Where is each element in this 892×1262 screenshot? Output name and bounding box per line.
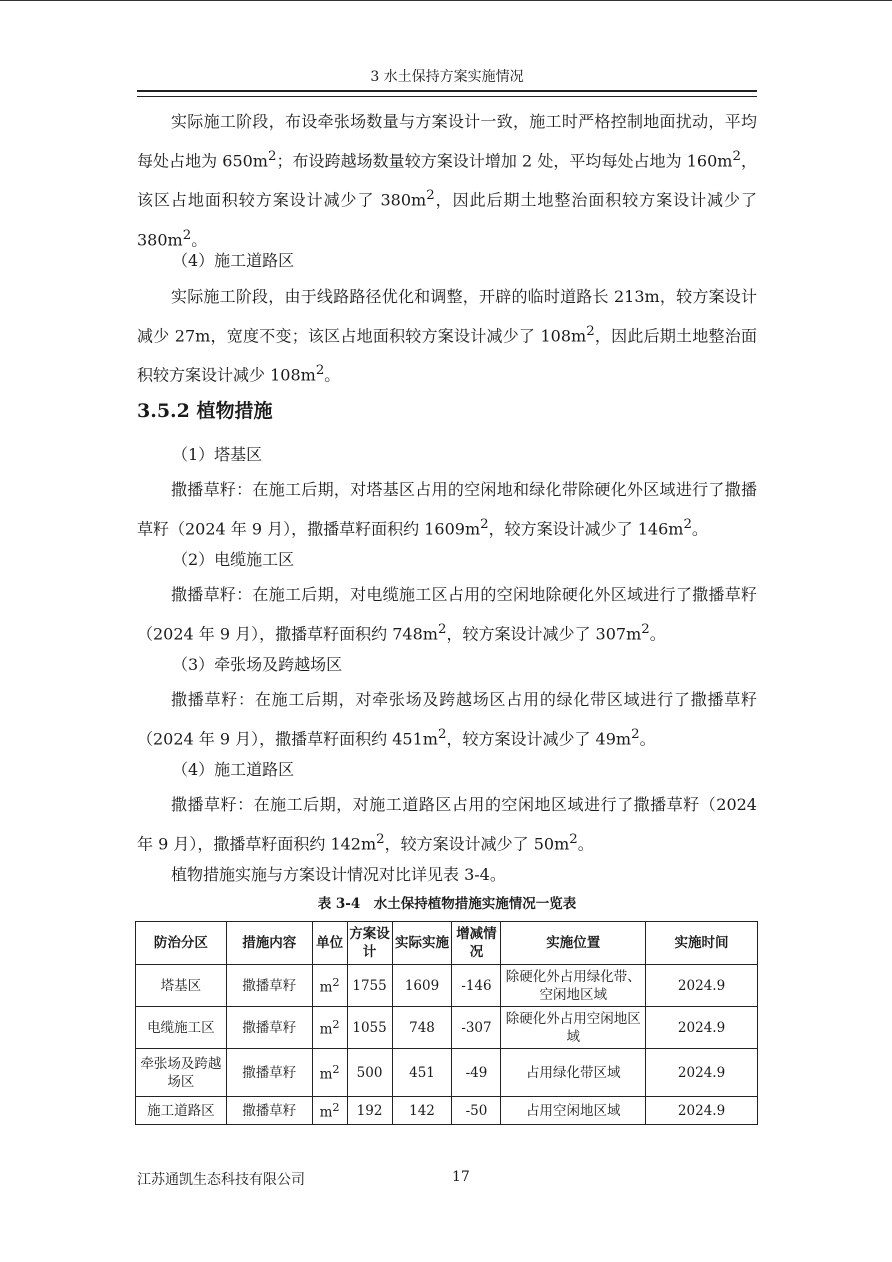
col-header-zone: 防治分区	[136, 922, 227, 965]
cell-plan: 1055	[347, 1007, 392, 1049]
section-title-plant-measures: 3.5.2 植物措施	[137, 400, 273, 422]
page-number: 17	[452, 1169, 470, 1185]
cell-plan: 1755	[347, 965, 392, 1007]
paragraph-pull-cross-site-earthwork: 实际施工阶段，布设牵张场数量与方案设计一致，施工时严格控制地面扰动，平均每处占地为 $650m^2$；布设跨越场数量较方案设计增加 2 处，平均每处占地为 $160m^2$，该区占地面积较方案设计减少了 $380m^2$，因此后期土地整治面积较方案设计减少了 $380m^2$。	[137, 112, 757, 249]
cell-unit: $m^2$	[312, 1007, 347, 1049]
subheading-road-area-earthwork: （4）施工道路区	[172, 251, 295, 270]
paragraph-road-area: 撒播草籽：在施工后期，对施工道路区占用的空闲地区域进行了撒播草籽（2024 年 9 月），撒播草籽面积约 $142m^2$，较方案设计减少了 $50m^2$。	[137, 795, 757, 854]
cell-plan: 500	[347, 1049, 392, 1097]
cell-change: -49	[452, 1049, 501, 1097]
cell-location: 除硬化外占用绿化带、空闲地区域	[501, 965, 646, 1007]
table-row	[136, 1049, 758, 1097]
cell-time: 2024.9	[646, 1007, 758, 1049]
footer-company-name: 江苏通凯生态科技有限公司	[137, 1172, 305, 1188]
col-header-unit: 单位	[312, 922, 347, 965]
col-header-measure: 措施内容	[226, 922, 312, 965]
cell-change: -146	[452, 965, 501, 1007]
paragraph-cable-area: 撒播草籽：在施工后期，对电缆施工区占用的空闲地除硬化外区域进行了撒播草籽（2024 年 9 月），撒播草籽面积约 $748m^2$，较方案设计减少了 $307m^2$。	[137, 585, 757, 644]
cell-unit: $m^2$	[312, 1049, 347, 1097]
cell-measure: 撒播草籽	[226, 965, 312, 1007]
cell-change: -307	[452, 1007, 501, 1049]
paragraph-table-reference: 植物措施实施与方案设计情况对比详见表 3-4。	[171, 865, 506, 884]
cell-actual: 451	[392, 1049, 452, 1097]
cell-time: 2024.9	[646, 1049, 758, 1097]
col-header-actual: 实际实施	[392, 922, 452, 965]
paragraph-tower-area: 撒播草籽：在施工后期，对塔基区占用的空闲地和绿化带除硬化外区域进行了撒播草籽（2024 年 9 月），撒播草籽面积约 $1609m^2$，较方案设计减少了 $146m^2$。	[137, 480, 757, 539]
col-header-change: 增减情况	[452, 922, 501, 965]
running-header: 3 水土保持方案实施情况	[370, 69, 524, 85]
col-header-location: 实施位置	[501, 922, 646, 965]
subheading-road-area: （4）施工道路区	[172, 760, 295, 779]
cell-location: 占用绿化带区域	[501, 1049, 646, 1097]
cell-change: -50	[452, 1097, 501, 1125]
page-top-border	[0, 0, 892, 1]
subheading-tower-area: （1）塔基区	[172, 445, 263, 464]
cell-zone: 塔基区	[136, 965, 227, 1007]
table-header-row	[136, 922, 758, 965]
cell-plan: 192	[347, 1097, 392, 1125]
cell-location: 占用空闲地区域	[501, 1097, 646, 1125]
cell-unit: $m^2$	[312, 1097, 347, 1125]
cell-zone: 施工道路区	[136, 1097, 227, 1125]
table-row	[136, 1097, 758, 1125]
cell-zone: 电缆施工区	[136, 1007, 227, 1049]
cell-actual: 748	[392, 1007, 452, 1049]
paragraph-road-earthwork: 实际施工阶段，由于线路路径优化和调整，开辟的临时道路长 213m，较方案设计减少 27m，宽度不变；该区占地面积较方案设计减少了 $108m^2$，因此后期土地整治面积较方案设计减少 $108m^2$。	[137, 287, 757, 385]
plant-measures-table	[135, 921, 758, 1125]
subheading-cable-area: （2）电缆施工区	[172, 550, 295, 569]
cell-measure: 撒播草籽	[226, 1007, 312, 1049]
table-row	[136, 1007, 758, 1049]
cell-zone: 牵张场及跨越场区	[136, 1049, 227, 1097]
cell-location: 除硬化外占用空闲地区域	[501, 1007, 646, 1049]
cell-time: 2024.9	[646, 1097, 758, 1125]
table-row	[136, 965, 758, 1007]
cell-unit: $m^2$	[312, 965, 347, 1007]
paragraph-pull-cross-area: 撒播草籽：在施工后期，对牵张场及跨越场区占用的绿化带区域进行了撒播草籽（2024 年 9 月），撒播草籽面积约 $451m^2$，较方案设计减少了 $49m^2$。	[137, 690, 757, 749]
cell-measure: 撒播草籽	[226, 1097, 312, 1125]
cell-actual: 142	[392, 1097, 452, 1125]
cell-measure: 撒播草籽	[226, 1049, 312, 1097]
cell-time: 2024.9	[646, 965, 758, 1007]
subheading-pull-cross-area: （3）牵张场及跨越场区	[172, 655, 343, 674]
header-rule	[137, 90, 757, 97]
col-header-plan: 方案设计	[347, 922, 392, 965]
table-caption: 表 3-4 水土保持植物措施实施情况一览表	[317, 896, 577, 912]
col-header-time: 实施时间	[646, 922, 758, 965]
cell-actual: 1609	[392, 965, 452, 1007]
